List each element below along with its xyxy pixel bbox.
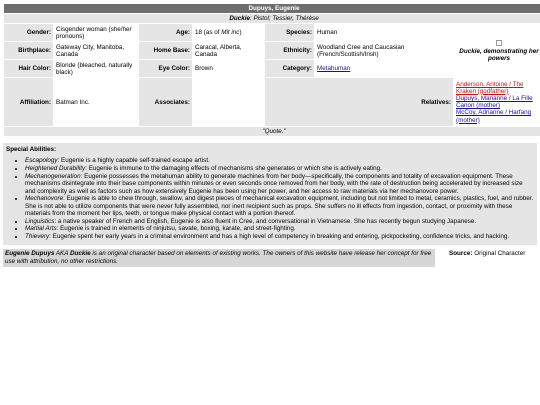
ability-item: • Heightened Durability: Eugenie is immune to the damaging effects of mechanisms she generates or which she is actively eating. bbox=[25, 165, 534, 173]
ability-item: • Linguistics: a native speaker of French and English, Eugenie is also fluent in Cree, and conversational in Vietnamese. She has recently begun studying Japanese. bbox=[25, 218, 534, 226]
ability-item: • Mechanovore: Eugenie is able to chew through, swallow, and digest pieces of mechanical excavation equipment, including but not limited to metal, ceramics, plastics, fuel, and rubber. She is not able to utilize components that were never fully assembled, nor inert recipient such as props. She suffers no ill effects from ingestion, contact, or proximity with these materials from the moment her lips, teeth, or tongue make physical contact with a portion thereof. bbox=[25, 195, 534, 218]
alias-bar bbox=[4, 14, 540, 23]
gender-value: Cisgender woman (she/her pronouns) bbox=[54, 24, 138, 41]
footer bbox=[3, 249, 537, 266]
broken-image-icon bbox=[496, 40, 502, 46]
source-label: Source: bbox=[449, 250, 473, 258]
homebase-value: Caracal, Alberta, Canada bbox=[193, 42, 264, 59]
ability-item: • Mechanogeneration: Eugenie possesses the metahuman ability to generate machines from her body—specifically, the components and totality of excavation equipment. These mechanisms disintegrate into their base components within minutes or even seconds once removed from her body, with the rate of destruction being accelerated by increased size and complexity as well as factors such as how extensively Eugenie has been using her power, and her access to raw materials via her mechanovore power. bbox=[25, 173, 534, 196]
ability-item: • Martial Arts: Eugenie is trained in elements of ninjutsu, savate, boxing, karate, and street-fighting. bbox=[25, 225, 534, 233]
usage-notice: Eugenie Dupuys AKA Duckie is an original character based on elements of existing works. The owners of this website have release her concept for free use with attribution, no other restrictions. bbox=[3, 249, 435, 266]
abilities-heading: Special Abilities: bbox=[6, 146, 57, 154]
ability-item: • Escapology: Eugenie is a highly capable self-trained escape artist. bbox=[25, 157, 534, 165]
category-link[interactable]: Metahuman bbox=[317, 65, 351, 73]
relative-link-adrianne[interactable]: McCoy, Adrianne / Harfang (mother) bbox=[456, 109, 532, 124]
relative-link-marianne[interactable]: Dupuys, Marianne / La Fille Canon (mother) bbox=[456, 95, 533, 110]
haircolor-label: Hair Color: bbox=[4, 60, 53, 77]
ability-item: • Thievery: Eugenie spent her early years in a criminal environment and has a high level of competency in breaking and entering, pickpocketing, confidence tricks, and hacking. bbox=[25, 233, 534, 241]
birthplace-label: Birthplace: bbox=[4, 42, 53, 59]
source-value: Original Character bbox=[474, 250, 526, 258]
source-info bbox=[435, 249, 537, 266]
image-caption: Duckie, demonstrating her powers bbox=[459, 47, 539, 62]
quote-bar: "Quote." bbox=[4, 127, 540, 136]
abilities-list bbox=[6, 157, 534, 240]
affiliation-label: Affiliation: bbox=[4, 78, 53, 126]
alias-primary: Duckie bbox=[229, 15, 250, 22]
ethnicity-label: Ethnicity: bbox=[265, 42, 314, 59]
age-label: Age: bbox=[139, 24, 192, 41]
alias-others: : Pistol; Tessier, Thérèse bbox=[249, 15, 319, 22]
affiliation-value: Batman Inc. bbox=[54, 78, 138, 126]
age-value: 18 (as of Mit inc) bbox=[193, 24, 264, 41]
eyecolor-value: Brown bbox=[193, 60, 264, 77]
species-label: Species: bbox=[265, 24, 314, 41]
relatives-label: Relatives: bbox=[265, 78, 453, 126]
character-infobox bbox=[3, 3, 540, 137]
character-image-cell bbox=[454, 24, 540, 77]
associates-value bbox=[193, 78, 264, 126]
species-value: Human bbox=[315, 24, 453, 41]
haircolor-value: Blonde (bleached, naturally black) bbox=[54, 60, 138, 77]
category-label: Category: bbox=[265, 60, 314, 77]
eyecolor-label: Eye Color: bbox=[139, 60, 192, 77]
character-name-header: Dupuys, Eugenie bbox=[4, 4, 540, 13]
ethnicity-value: Woodland Cree and Caucasian (French/Scottish/Irish) bbox=[315, 42, 453, 59]
relative-link-kraken[interactable]: Anderson, Antoine / The Kraken (godfather) bbox=[456, 80, 524, 95]
gender-label: Gender: bbox=[4, 24, 53, 41]
relatives-value bbox=[454, 78, 540, 126]
special-abilities-section bbox=[3, 143, 537, 245]
associates-label: Associates: bbox=[139, 78, 192, 126]
birthplace-value: Gateway City, Manitoba, Canada bbox=[54, 42, 138, 59]
homebase-label: Home Base: bbox=[139, 42, 192, 59]
